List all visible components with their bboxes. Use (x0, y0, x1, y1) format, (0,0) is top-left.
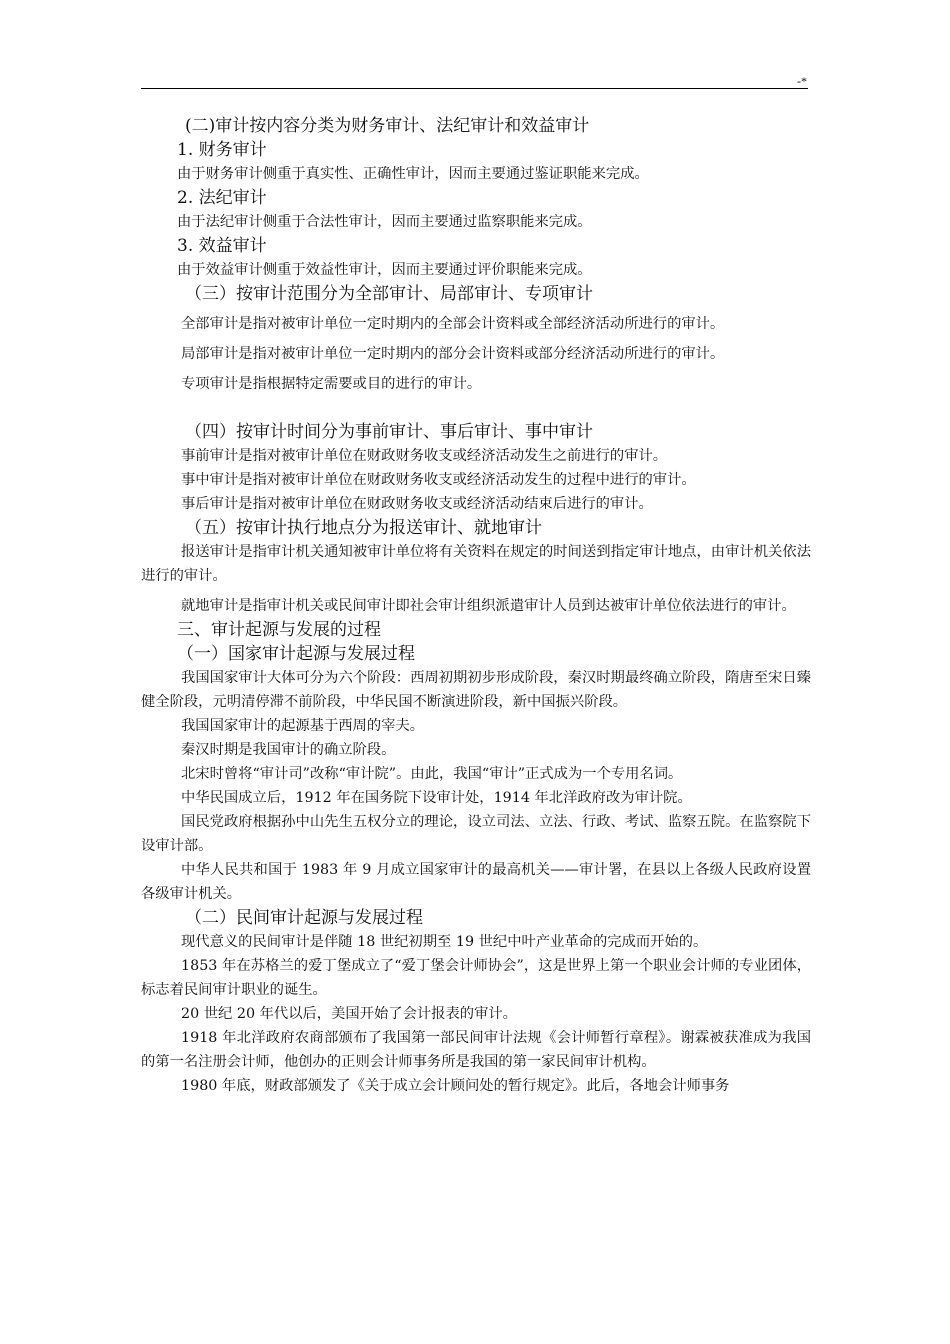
paragraph: 1853 年在苏格兰的爱丁堡成立了“爱丁堡会计师协会”，这是世界上第一个职业会计师的专业团体，标志着民间审计职业的诞生。 (141, 958, 811, 998)
paragraph: 报送审计是指审计机关通知被审计单位将有关资料在规定的时间送到指定审计地点，由审计机关依法进行的审计。 (141, 544, 811, 584)
paragraph: 由于财务审计侧重于真实性、正确性审计，因而主要通过鉴证职能来完成。 (177, 166, 649, 182)
paragraph: 事中审计是指对被审计单位在财政财务收支或经济活动发生的过程中进行的审计。 (181, 472, 696, 488)
paragraph: 就地审计是指审计机关或民间审计即社会审计组织派遣审计人员到达被审计单位依法进行的审计。 (181, 598, 796, 614)
paragraph: 北宋时曾将“审计司”改称“审计院”。由此，我国“审计”正式成为一个专用名词。 (181, 766, 683, 782)
paragraph: 全部审计是指对被审计单位一定时期内的全部会计资料或全部经济活动所进行的审计。 (181, 316, 725, 332)
paragraph: 由于效益审计侧重于效益性审计，因而主要通过评价职能来完成。 (177, 262, 592, 278)
document-body (141, 114, 811, 1098)
paragraph: 现代意义的民间审计是伴随 18 世纪初期至 19 世纪中叶产业革命的完成而开始的。 (181, 934, 708, 950)
paragraph: 20 世纪 20 年代以后，美国开始了会计报表的审计。 (181, 1006, 517, 1022)
paragraph: 事后审计是指对被审计单位在财政财务收支或经济活动结束后进行的审计。 (181, 496, 653, 512)
header-rule (141, 88, 808, 89)
paragraph: 秦汉时期是我国审计的确立阶段。 (181, 742, 396, 758)
section-heading: 2. 法纪审计 (177, 188, 267, 208)
paragraph: 事前审计是指对被审计单位在财政财务收支或经济活动发生之前进行的审计。 (181, 448, 668, 464)
page-mark: -* (797, 74, 807, 88)
section-heading: （五）按审计执行地点分为报送审计、就地审计 (185, 518, 542, 538)
section-heading: （四）按审计时间分为事前审计、事后审计、事中审计 (185, 422, 593, 442)
paragraph: 局部审计是指对被审计单位一定时期内的部分会计资料或部分经济活动所进行的审计。 (181, 346, 725, 362)
paragraph: 1918 年北洋政府农商部颁布了我国第一部民间审计法规《会计师暂行章程》。谢霖被获准成为我国的第一名注册会计师，他创办的正则会计师事务所是我国的第一家民间审计机构。 (141, 1030, 811, 1070)
paragraph: 中华民国成立后，1912 年在国务院下设审计处，1914 年北洋政府改为审计院。 (181, 790, 692, 806)
paragraph: 我国国家审计的起源基于西周的宰夫。 (181, 718, 425, 734)
section-heading: （三）按审计范围分为全部审计、局部审计、专项审计 (185, 284, 593, 304)
section-heading: (二)审计按内容分类为财务审计、法纪审计和效益审计 (185, 116, 590, 136)
paragraph: 我国国家审计大体可分为六个阶段：西周初期初步形成阶段，秦汉时期最终确立阶段，隋唐至宋日臻健全阶段，元明清停滞不前阶段，中华民国不断演进阶段，新中国振兴阶段。 (141, 670, 811, 710)
paragraph: 专项审计是指根据特定需要或目的进行的审计。 (181, 376, 482, 392)
paragraph: 国民党政府根据孙中山先生五权分立的理论，设立司法、立法、行政、考试、监察五院。在监察院下设审计部。 (141, 814, 811, 854)
section-heading: 三、审计起源与发展的过程 (177, 620, 381, 640)
paragraph: 中华人民共和国于 1983 年 9 月成立国家审计的最高机关——审计署，在县以上各级人民政府设置各级审计机关。 (141, 862, 811, 902)
paragraph: 1980 年底，财政部颁发了《关于成立会计顾问处的暂行规定》。此后，各地会计师事务 (181, 1078, 730, 1094)
section-heading: 1. 财务审计 (177, 140, 267, 160)
section-heading: 3. 效益审计 (177, 236, 267, 256)
paragraph: 由于法纪审计侧重于合法性审计，因而主要通过监察职能来完成。 (177, 214, 592, 230)
section-heading: （一）国家审计起源与发展过程 (177, 644, 415, 664)
section-heading: （二）民间审计起源与发展过程 (185, 908, 423, 928)
